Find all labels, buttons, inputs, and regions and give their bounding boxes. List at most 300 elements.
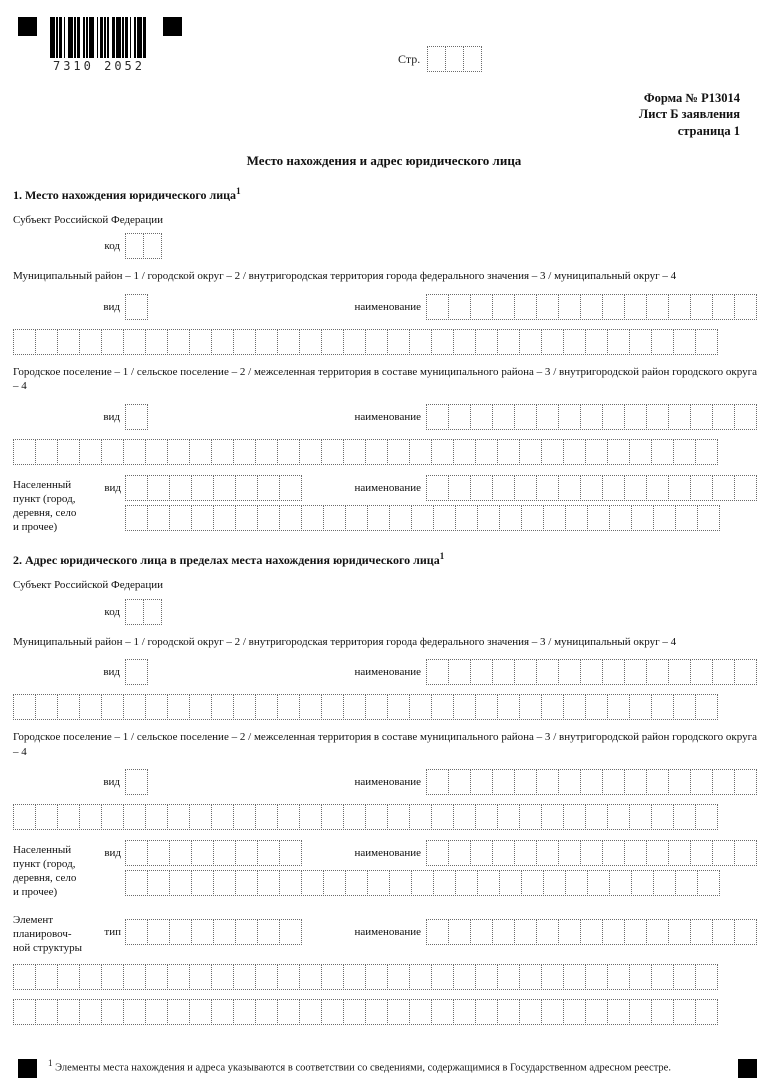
input-cell[interactable] <box>235 505 258 531</box>
input-cell[interactable] <box>123 439 146 465</box>
input-cell[interactable] <box>169 840 192 866</box>
input-cell[interactable] <box>448 404 471 430</box>
input-cell[interactable] <box>690 840 713 866</box>
input-cell-box[interactable] <box>426 919 757 945</box>
input-cell[interactable] <box>426 404 449 430</box>
input-cell[interactable] <box>580 769 603 795</box>
input-cell[interactable] <box>213 870 236 896</box>
input-cell[interactable] <box>57 999 80 1025</box>
input-cell[interactable] <box>492 294 515 320</box>
input-cell[interactable] <box>541 694 564 720</box>
continuation-cells[interactable] <box>13 964 718 990</box>
input-cell[interactable] <box>409 329 432 355</box>
input-cell[interactable] <box>734 294 757 320</box>
input-cell[interactable] <box>277 999 300 1025</box>
input-cell[interactable] <box>492 659 515 685</box>
input-cell[interactable] <box>213 840 236 866</box>
input-cell[interactable] <box>35 694 58 720</box>
input-cell[interactable] <box>255 439 278 465</box>
input-cell[interactable] <box>433 870 456 896</box>
input-cell[interactable] <box>675 870 698 896</box>
input-cell[interactable] <box>365 804 388 830</box>
input-cell[interactable] <box>431 329 454 355</box>
input-cell[interactable] <box>629 804 652 830</box>
input-cell[interactable] <box>475 439 498 465</box>
input-cell[interactable] <box>169 505 192 531</box>
input-cell[interactable] <box>651 439 674 465</box>
input-cell[interactable] <box>125 294 148 320</box>
input-cell[interactable] <box>712 769 735 795</box>
input-cell[interactable] <box>543 870 566 896</box>
input-cell[interactable] <box>646 919 669 945</box>
input-cell[interactable] <box>497 964 520 990</box>
input-cell[interactable] <box>558 659 581 685</box>
input-cell[interactable] <box>213 919 236 945</box>
input-cell[interactable] <box>57 964 80 990</box>
input-cell[interactable] <box>125 233 144 259</box>
continuation-cells[interactable] <box>13 439 718 465</box>
input-cell[interactable] <box>514 475 537 501</box>
input-cell[interactable] <box>624 475 647 501</box>
input-cell-box[interactable] <box>426 659 757 685</box>
input-cell[interactable] <box>587 870 610 896</box>
input-cell-box[interactable] <box>125 919 302 945</box>
input-cell[interactable] <box>279 840 302 866</box>
input-cell[interactable] <box>321 329 344 355</box>
input-cell[interactable] <box>125 919 148 945</box>
input-cell[interactable] <box>519 439 542 465</box>
input-cell[interactable] <box>345 505 368 531</box>
input-cell[interactable] <box>189 694 212 720</box>
input-cell[interactable] <box>624 769 647 795</box>
input-cell[interactable] <box>191 505 214 531</box>
input-cell[interactable] <box>558 919 581 945</box>
input-cell[interactable] <box>448 840 471 866</box>
input-cell-box[interactable] <box>426 404 757 430</box>
input-cell[interactable] <box>624 919 647 945</box>
input-cell[interactable] <box>651 999 674 1025</box>
input-cell[interactable] <box>125 870 148 896</box>
input-cell[interactable] <box>673 439 696 465</box>
input-cell[interactable] <box>426 475 449 501</box>
input-cell[interactable] <box>365 329 388 355</box>
input-cell[interactable] <box>233 329 256 355</box>
input-cell[interactable] <box>695 439 718 465</box>
input-cell[interactable] <box>79 804 102 830</box>
input-cell[interactable] <box>470 769 493 795</box>
input-cell[interactable] <box>257 475 280 501</box>
input-cell[interactable] <box>602 475 625 501</box>
input-cell[interactable] <box>101 329 124 355</box>
input-cell[interactable] <box>514 294 537 320</box>
input-cell[interactable] <box>101 999 124 1025</box>
input-cell[interactable] <box>646 404 669 430</box>
input-cell[interactable] <box>409 999 432 1025</box>
continuation-cells[interactable] <box>13 804 718 830</box>
input-cell[interactable] <box>734 919 757 945</box>
continuation-cells[interactable] <box>13 999 718 1025</box>
input-cell[interactable] <box>477 505 500 531</box>
input-cell[interactable] <box>734 769 757 795</box>
input-cell-box[interactable] <box>125 294 148 320</box>
input-cell[interactable] <box>653 505 676 531</box>
input-cell[interactable] <box>191 475 214 501</box>
input-cell[interactable] <box>453 964 476 990</box>
input-cell[interactable] <box>712 404 735 430</box>
input-cell[interactable] <box>668 475 691 501</box>
input-cell[interactable] <box>651 329 674 355</box>
input-cell[interactable] <box>690 404 713 430</box>
input-cell[interactable] <box>580 659 603 685</box>
input-cell[interactable] <box>79 999 102 1025</box>
input-cell[interactable] <box>602 294 625 320</box>
input-cell[interactable] <box>475 804 498 830</box>
input-cell[interactable] <box>558 475 581 501</box>
input-cell[interactable] <box>541 964 564 990</box>
input-cell[interactable] <box>653 870 676 896</box>
input-cell[interactable] <box>367 505 390 531</box>
input-cell-box[interactable] <box>125 233 162 259</box>
input-cell[interactable] <box>411 870 434 896</box>
input-cell[interactable] <box>580 404 603 430</box>
input-cell[interactable] <box>125 840 148 866</box>
input-cell[interactable] <box>624 404 647 430</box>
input-cell[interactable] <box>602 769 625 795</box>
input-cell[interactable] <box>191 870 214 896</box>
input-cell[interactable] <box>609 505 632 531</box>
input-cell[interactable] <box>675 505 698 531</box>
input-cell[interactable] <box>277 694 300 720</box>
input-cell[interactable] <box>563 804 586 830</box>
input-cell[interactable] <box>235 475 258 501</box>
input-cell[interactable] <box>211 964 234 990</box>
input-cell[interactable] <box>629 694 652 720</box>
input-cell[interactable] <box>233 439 256 465</box>
input-cell[interactable] <box>673 694 696 720</box>
input-cell-box[interactable] <box>125 599 162 625</box>
input-cell[interactable] <box>475 329 498 355</box>
input-cell[interactable] <box>668 294 691 320</box>
input-cell[interactable] <box>211 804 234 830</box>
input-cell[interactable] <box>389 505 412 531</box>
input-cell[interactable] <box>189 999 212 1025</box>
input-cell[interactable] <box>123 329 146 355</box>
input-cell[interactable] <box>607 694 630 720</box>
input-cell[interactable] <box>624 294 647 320</box>
input-cell[interactable] <box>147 505 170 531</box>
input-cell[interactable] <box>673 964 696 990</box>
input-cell-box[interactable] <box>426 294 757 320</box>
input-cell[interactable] <box>13 439 36 465</box>
input-cell[interactable] <box>409 439 432 465</box>
input-cell[interactable] <box>255 964 278 990</box>
input-cell[interactable] <box>299 439 322 465</box>
input-cell[interactable] <box>79 329 102 355</box>
input-cell[interactable] <box>585 694 608 720</box>
input-cell[interactable] <box>668 659 691 685</box>
input-cell[interactable] <box>343 964 366 990</box>
input-cell[interactable] <box>492 769 515 795</box>
input-cell[interactable] <box>169 870 192 896</box>
input-cell[interactable] <box>101 439 124 465</box>
input-cell[interactable] <box>13 964 36 990</box>
input-cell[interactable] <box>279 505 302 531</box>
input-cell[interactable] <box>257 505 280 531</box>
input-cell[interactable] <box>299 999 322 1025</box>
input-cell[interactable] <box>541 999 564 1025</box>
input-cell[interactable] <box>235 870 258 896</box>
input-cell[interactable] <box>277 804 300 830</box>
input-cell[interactable] <box>585 329 608 355</box>
input-cell[interactable] <box>123 999 146 1025</box>
input-cell[interactable] <box>514 404 537 430</box>
input-cell[interactable] <box>629 329 652 355</box>
input-cell[interactable] <box>169 475 192 501</box>
input-cell[interactable] <box>143 233 162 259</box>
input-cell[interactable] <box>690 769 713 795</box>
input-cell[interactable] <box>301 505 324 531</box>
input-cell[interactable] <box>321 694 344 720</box>
input-cell[interactable] <box>565 505 588 531</box>
input-cell[interactable] <box>519 999 542 1025</box>
input-cell[interactable] <box>695 999 718 1025</box>
input-cell[interactable] <box>387 439 410 465</box>
input-cell[interactable] <box>321 999 344 1025</box>
input-cell[interactable] <box>690 475 713 501</box>
input-cell[interactable] <box>167 964 190 990</box>
input-cell[interactable] <box>734 475 757 501</box>
input-cell[interactable] <box>411 505 434 531</box>
input-cell[interactable] <box>123 694 146 720</box>
input-cell[interactable] <box>448 475 471 501</box>
input-cell[interactable] <box>57 804 80 830</box>
input-cell[interactable] <box>191 919 214 945</box>
input-cell[interactable] <box>712 919 735 945</box>
input-cell[interactable] <box>609 870 632 896</box>
input-cell[interactable] <box>475 694 498 720</box>
input-cell[interactable] <box>343 999 366 1025</box>
input-cell[interactable] <box>299 964 322 990</box>
input-cell[interactable] <box>233 694 256 720</box>
input-cell[interactable] <box>79 694 102 720</box>
input-cell[interactable] <box>519 694 542 720</box>
input-cell[interactable] <box>387 694 410 720</box>
input-cell[interactable] <box>475 964 498 990</box>
input-cell[interactable] <box>519 804 542 830</box>
input-cell[interactable] <box>453 694 476 720</box>
input-cell[interactable] <box>651 964 674 990</box>
input-cell[interactable] <box>712 294 735 320</box>
input-cell[interactable] <box>712 475 735 501</box>
input-cell[interactable] <box>57 694 80 720</box>
input-cell-box[interactable] <box>125 475 302 501</box>
input-cell[interactable] <box>387 964 410 990</box>
input-cell[interactable] <box>233 804 256 830</box>
input-cell[interactable] <box>558 404 581 430</box>
input-cell[interactable] <box>145 694 168 720</box>
input-cell[interactable] <box>448 294 471 320</box>
input-cell[interactable] <box>321 439 344 465</box>
input-cell[interactable] <box>445 46 464 72</box>
input-cell[interactable] <box>565 870 588 896</box>
input-cell[interactable] <box>536 294 559 320</box>
input-cell[interactable] <box>189 964 212 990</box>
input-cell[interactable] <box>585 964 608 990</box>
input-cell[interactable] <box>602 404 625 430</box>
input-cell[interactable] <box>497 439 520 465</box>
input-cell[interactable] <box>299 694 322 720</box>
input-cell[interactable] <box>125 404 148 430</box>
input-cell[interactable] <box>690 919 713 945</box>
input-cell[interactable] <box>453 804 476 830</box>
input-cell[interactable] <box>211 999 234 1025</box>
input-cell[interactable] <box>211 694 234 720</box>
input-cell[interactable] <box>580 840 603 866</box>
input-cell[interactable] <box>668 404 691 430</box>
input-cell[interactable] <box>695 804 718 830</box>
input-cell[interactable] <box>602 919 625 945</box>
input-cell[interactable] <box>169 919 192 945</box>
input-cell[interactable] <box>213 505 236 531</box>
input-cell[interactable] <box>145 329 168 355</box>
input-cell[interactable] <box>323 870 346 896</box>
input-cell[interactable] <box>651 804 674 830</box>
input-cell[interactable] <box>607 439 630 465</box>
input-cell[interactable] <box>585 439 608 465</box>
input-cell[interactable] <box>558 840 581 866</box>
input-cell[interactable] <box>646 659 669 685</box>
input-cell[interactable] <box>343 694 366 720</box>
input-cell[interactable] <box>147 919 170 945</box>
input-cell[interactable] <box>455 505 478 531</box>
input-cell[interactable] <box>470 840 493 866</box>
continuation-cells[interactable] <box>125 870 720 896</box>
input-cell[interactable] <box>563 329 586 355</box>
input-cell[interactable] <box>536 404 559 430</box>
input-cell[interactable] <box>455 870 478 896</box>
input-cell-box[interactable] <box>125 404 148 430</box>
input-cell[interactable] <box>57 329 80 355</box>
input-cell[interactable] <box>427 46 446 72</box>
input-cell[interactable] <box>673 999 696 1025</box>
input-cell[interactable] <box>189 329 212 355</box>
input-cell[interactable] <box>668 919 691 945</box>
input-cell[interactable] <box>255 329 278 355</box>
input-cell[interactable] <box>365 999 388 1025</box>
input-cell[interactable] <box>409 804 432 830</box>
input-cell[interactable] <box>607 964 630 990</box>
input-cell[interactable] <box>646 769 669 795</box>
input-cell[interactable] <box>499 505 522 531</box>
input-cell[interactable] <box>734 659 757 685</box>
input-cell[interactable] <box>541 439 564 465</box>
input-cell[interactable] <box>602 840 625 866</box>
input-cell[interactable] <box>321 804 344 830</box>
input-cell[interactable] <box>257 840 280 866</box>
input-cell[interactable] <box>279 919 302 945</box>
input-cell[interactable] <box>277 964 300 990</box>
input-cell[interactable] <box>125 475 148 501</box>
input-cell[interactable] <box>697 505 720 531</box>
input-cell[interactable] <box>668 769 691 795</box>
input-cell[interactable] <box>431 439 454 465</box>
input-cell[interactable] <box>387 999 410 1025</box>
input-cell[interactable] <box>343 329 366 355</box>
input-cell[interactable] <box>255 694 278 720</box>
input-cell[interactable] <box>541 804 564 830</box>
input-cell[interactable] <box>426 919 449 945</box>
input-cell[interactable] <box>673 804 696 830</box>
input-cell[interactable] <box>279 475 302 501</box>
input-cell[interactable] <box>167 694 190 720</box>
input-cell[interactable] <box>587 505 610 531</box>
input-cell[interactable] <box>167 439 190 465</box>
input-cell[interactable] <box>147 870 170 896</box>
input-cell[interactable] <box>631 505 654 531</box>
input-cell[interactable] <box>492 840 515 866</box>
input-cell-box[interactable] <box>125 659 148 685</box>
input-cell[interactable] <box>470 659 493 685</box>
input-cell[interactable] <box>365 964 388 990</box>
input-cell[interactable] <box>167 804 190 830</box>
input-cell[interactable] <box>519 329 542 355</box>
input-cell[interactable] <box>536 840 559 866</box>
input-cell[interactable] <box>367 870 390 896</box>
continuation-cells[interactable] <box>13 694 718 720</box>
input-cell[interactable] <box>453 439 476 465</box>
input-cell[interactable] <box>57 439 80 465</box>
input-cell[interactable] <box>189 804 212 830</box>
input-cell[interactable] <box>123 804 146 830</box>
input-cell[interactable] <box>125 769 148 795</box>
input-cell[interactable] <box>585 804 608 830</box>
input-cell[interactable] <box>145 999 168 1025</box>
input-cell[interactable] <box>255 999 278 1025</box>
input-cell[interactable] <box>514 659 537 685</box>
input-cell[interactable] <box>191 840 214 866</box>
input-cell[interactable] <box>558 294 581 320</box>
input-cell[interactable] <box>189 439 212 465</box>
input-cell[interactable] <box>695 694 718 720</box>
input-cell[interactable] <box>734 404 757 430</box>
input-cell[interactable] <box>235 919 258 945</box>
continuation-cells[interactable] <box>125 505 720 531</box>
input-cell[interactable] <box>101 694 124 720</box>
input-cell[interactable] <box>646 475 669 501</box>
input-cell[interactable] <box>35 329 58 355</box>
input-cell-box[interactable] <box>125 769 148 795</box>
input-cell[interactable] <box>387 804 410 830</box>
input-cell[interactable] <box>470 294 493 320</box>
input-cell[interactable] <box>602 659 625 685</box>
input-cell[interactable] <box>536 769 559 795</box>
input-cell[interactable] <box>690 659 713 685</box>
input-cell[interactable] <box>101 804 124 830</box>
input-cell[interactable] <box>145 439 168 465</box>
input-cell[interactable] <box>607 329 630 355</box>
page-number-box[interactable] <box>427 46 482 72</box>
input-cell[interactable] <box>299 804 322 830</box>
input-cell[interactable] <box>624 659 647 685</box>
input-cell[interactable] <box>233 964 256 990</box>
input-cell[interactable] <box>477 870 500 896</box>
input-cell[interactable] <box>646 294 669 320</box>
input-cell[interactable] <box>365 439 388 465</box>
input-cell[interactable] <box>734 840 757 866</box>
input-cell[interactable] <box>431 999 454 1025</box>
input-cell[interactable] <box>279 870 302 896</box>
input-cell[interactable] <box>492 475 515 501</box>
